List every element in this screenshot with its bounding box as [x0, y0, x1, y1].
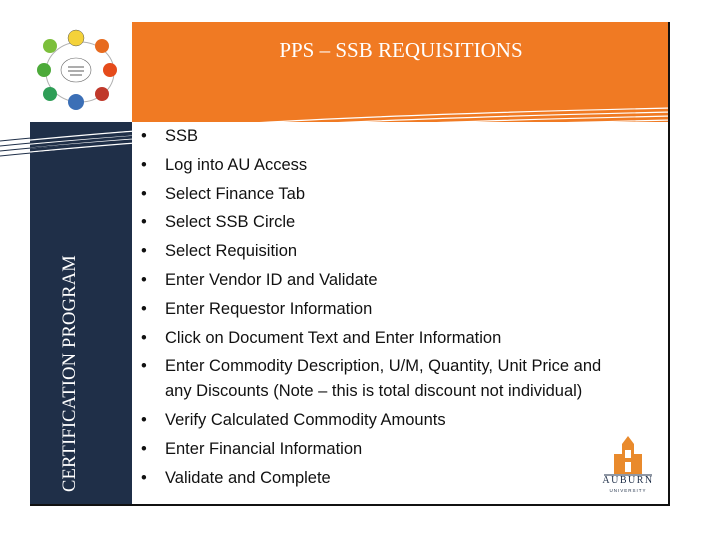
- bullet-dot: •: [141, 357, 147, 376]
- bullet-item: • Log into AU Access: [141, 151, 661, 180]
- bullet-item: • Click on Document Text and Enter Information: [141, 324, 661, 353]
- slide-title: PPS – SSB REQUISITIONS: [279, 38, 523, 62]
- bullet-item: • Enter Vendor ID and Validate: [141, 266, 661, 295]
- logo-subtitle: UNIVERSITY: [609, 488, 647, 493]
- auburn-logo-icon: [598, 436, 658, 496]
- bullet-dot: •: [141, 328, 147, 347]
- bullet-item: • Validate and Complete: [141, 464, 661, 493]
- bullet-dot: •: [141, 270, 147, 289]
- bullet-dot: •: [141, 213, 147, 232]
- bullet-item: • Select Finance Tab: [141, 180, 661, 209]
- bullet-dot: •: [141, 155, 147, 174]
- bullet-item: • Enter Commodity Description, U/M, Quantity, Unit Price and any Discounts (Note – this is total discount not individual): [141, 352, 661, 406]
- logo-name: AUBURN: [602, 475, 654, 486]
- bullet-item: • Select SSB Circle: [141, 208, 661, 237]
- bullet-dot: •: [141, 127, 147, 145]
- bullet-item: • Enter Financial Information: [141, 435, 661, 464]
- bullet-item: • Select Requisition: [141, 237, 661, 266]
- bullet-dot: •: [141, 410, 147, 429]
- bullet-item: • Verify Calculated Commodity Amounts: [141, 406, 661, 435]
- bullet-item: • Enter Requestor Information: [141, 295, 661, 324]
- bullet-dot: •: [141, 242, 147, 261]
- sidebar-label: CERTIFICATION PROGRAM: [60, 255, 80, 492]
- bullet-dot: •: [141, 439, 147, 458]
- bullet-dot: •: [141, 299, 147, 318]
- bullet-list: [141, 122, 661, 492]
- bullet-item: • SSB: [141, 122, 661, 151]
- panel-border-right: [668, 22, 670, 506]
- bullet-dot: •: [141, 184, 147, 203]
- bullet-dot: •: [141, 468, 147, 487]
- panel-border-bottom: [30, 504, 670, 506]
